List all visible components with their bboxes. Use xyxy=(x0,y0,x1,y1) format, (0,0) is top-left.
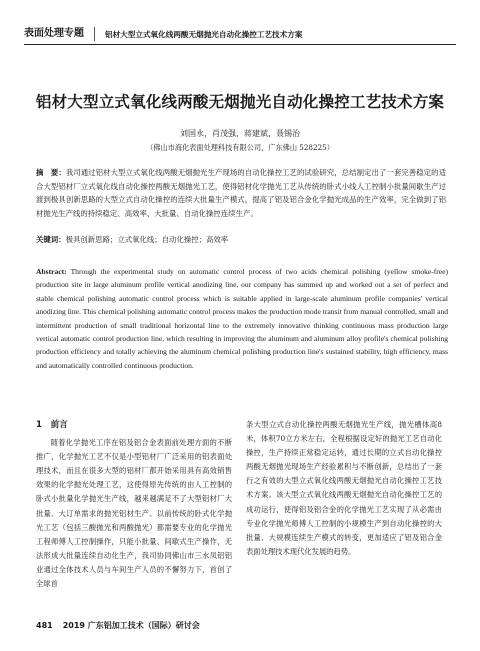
body-paragraph: 随着化学抛光工序在铝及铝合金表面前处理方面的不断推广，化学抛光工艺不仅是小型铝材厂广泛采用的铝表面处理技术，而且在很多大型的铝材厂都开始采用具有高效销售效果的化学抛光处理工艺，这使得原先传统的由人工控制的卧式小批量化学抛光生产线，越来越满足不了大型铝材厂大批量、大订单需求的抛光铝材生产。以前传统的卧式化学抛光工艺（包括三酸抛光和两酸抛光）都需要专业的化学抛光工程师傅人工控制操作，只能小批量、间歇式生产操作，无法形成大批量连续自动化生产，我司协同佛山市三水凤铝铝业通过全体技术人员与车间生产人员的不懈努力下，首创了全球首 xyxy=(36,438,232,589)
body-column-left xyxy=(36,418,232,591)
running-title: 铝材大型立式氧化线两酸无烟抛光自动化操控工艺技术方案 xyxy=(105,29,303,39)
section-heading: 1 前言 xyxy=(36,420,68,430)
page-footer xyxy=(36,620,200,631)
keywords-text: 极具创新思路；立式氧化线；自动化操控；高效率 xyxy=(65,235,229,244)
abstract-english xyxy=(36,265,448,372)
footer-source: 2019 广东铝加工技术（国际）研讨会 xyxy=(62,621,200,630)
abstract-en-text: Through the experimental study on automatic control process of two acids chemical polishing (yellow smoke-free) production site in large aluminum profile vertical anodizing line, our company has summed up and worked out a set of perfect and stable chemical polishing automatic control process which is suitable applied in large-scale aluminum profile companies' vertical anodizing line. This chemical polishing automatic control process makes the production mode transit from manual controlled, small and intermittent production of small traditional horizontal line to the extremely innovative thinking continuous mass production large vertical automatic control production line, which resulting in improving the aluminum and aluminum alloy profile's chemical polishing production efficiency and totally achieving the aluminum chemical polishing production line's sustained stability, high efficiency, mass and automatically controlled continuous production. xyxy=(36,267,448,370)
abstract-cn-label: 摘 要： xyxy=(36,168,66,177)
body-paragraph-continued: 条大型立式自动化操控两酸无烟抛光生产线，抛光槽体高8米，体积70立方米左右，全程根据设定好的抛光工艺自动化操控，生产持续正常稳定运转，通过长期的立式自动化操控两酸无烟抛光现场生产经验累积与不断创新，总结出了一套行之有效的大型立式氧化线两酸无烟抛光自动化操控工艺技术方案。该大型立式氧化线两酸无烟抛光自动化操控工艺的成功运行，使得铝及铝合金的化学抛光工艺实现了从必需由专业化学抛光师傅人工控制的小规模生产到自动化操控的大批量、大规模连续生产模式的转变，更加适应了铝及铝合金表面处理技术现代化发展的趋势。 xyxy=(246,420,442,556)
page-number: 481 xyxy=(36,621,53,630)
section-tag: 表面处理专题 xyxy=(24,27,95,41)
body-column-right xyxy=(246,418,442,559)
affiliation: （佛山市海化表面处理科技有限公司，广东佛山 528225） xyxy=(146,143,334,152)
abstract-en-label: Abstract: xyxy=(36,267,67,276)
authors: 刘国永，肖茂强，蒋建斌，聂锡治 xyxy=(180,129,300,138)
keywords-label: 关键词： xyxy=(36,235,66,244)
abstract-chinese xyxy=(36,166,446,220)
abstract-cn-text: 我司通过铝材大型立式氧化线两酸无烟抛光生产现场的自动化操控工艺的试验研究，总结制定出了一套完善稳定的适合大型铝材厂立式氧化线自动化操控两酸无烟抛光工艺，使得铝材化学抛光工艺从传统的卧式小线人工控制小批量间歇生产过渡到极具创新思路的大型立式自动化操控的连续大批量生产模式，提高了铝及铝合金化学抛光成品的生产效率，完全做到了铝材抛光生产线的持续稳定、高效率、大批量、自动化操控连续生产。 xyxy=(36,168,446,218)
article-title: 铝材大型立式氧化线两酸无烟抛光自动化操控工艺技术方案 xyxy=(35,93,445,111)
running-header xyxy=(24,24,456,45)
keywords xyxy=(36,234,446,245)
